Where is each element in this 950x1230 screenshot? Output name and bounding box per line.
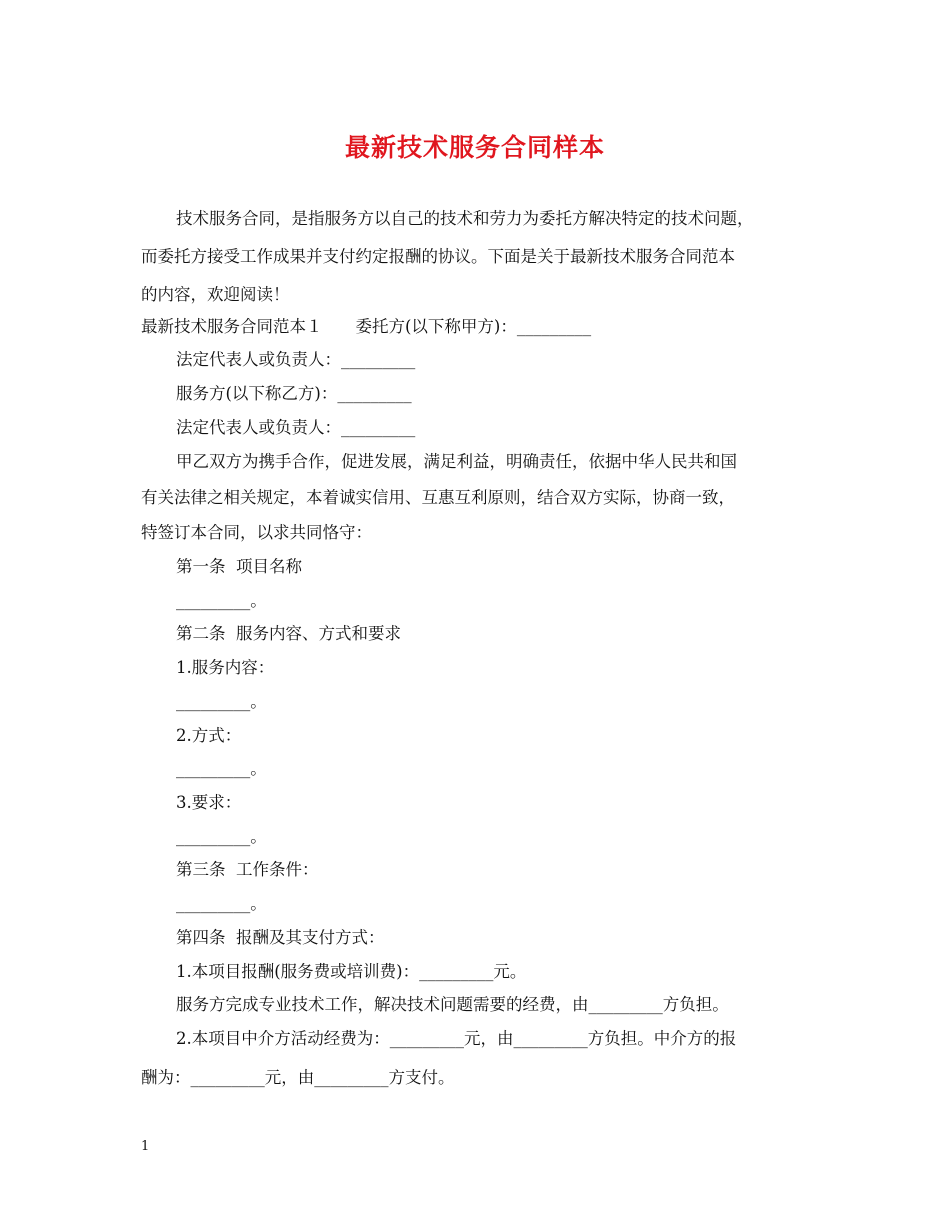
blank-line: _________。 (176, 692, 267, 711)
page-number: 1 (141, 1139, 150, 1154)
blank-line: _________。 (176, 827, 267, 846)
body-line: 而委托方接受工作成果并支付约定报酬的协议。下面是关于最新技术服务合同范本 (141, 247, 735, 266)
body-line: 的内容，欢迎阅读！ (141, 285, 290, 304)
body-line: 酬为：_________元，由_________方支付。 (141, 1068, 455, 1087)
blank-line: _________。 (176, 759, 267, 778)
body-line: 服务方完成专业技术工作，解决技术问题需要的经费，由_________方负担。 (176, 995, 729, 1014)
article-heading: 第二条 服务内容、方式和要求 (176, 624, 401, 643)
body-line: 服务方(以下称乙方)：_________ (176, 384, 412, 403)
body-line: 甲乙双方为携手合作，促进发展，满足利益，明确责任，依据中华人民共和国 (176, 452, 737, 471)
article-heading: 第三条 工作条件： (176, 860, 319, 879)
body-line: 1.本项目报酬(服务费或培训费)：_________元。 (176, 962, 527, 981)
body-line: 2.本项目中介方活动经费为：_________元，由_________方负担。中介方的报 (176, 1029, 737, 1048)
body-line: 有关法律之相关规定，本着诚实信用、互惠互利原则，结合双方实际，协商一致， (141, 488, 735, 507)
body-line: 法定代表人或负责人：_________ (176, 418, 416, 437)
body-line: 2.方式： (176, 726, 242, 745)
body-line: 技术服务合同，是指服务方以自己的技术和劳力为委托方解决特定的技术问题， (176, 209, 754, 228)
article-heading: 第四条 报酬及其支付方式： (176, 928, 385, 947)
document-title: 最新技术服务合同样本 (344, 133, 605, 162)
body-line: 3.要求： (176, 793, 242, 812)
body-line: 1.服务内容： (176, 658, 275, 677)
body-line: 最新技术服务合同范本１ 委托方(以下称甲方)：_________ (141, 317, 592, 336)
blank-line: _________。 (176, 894, 267, 913)
article-heading: 第一条 项目名称 (176, 557, 302, 576)
body-line: 法定代表人或负责人：_________ (176, 350, 416, 369)
blank-line: _________。 (176, 591, 267, 610)
body-line: 特签订本合同，以求共同恪守： (141, 523, 372, 542)
